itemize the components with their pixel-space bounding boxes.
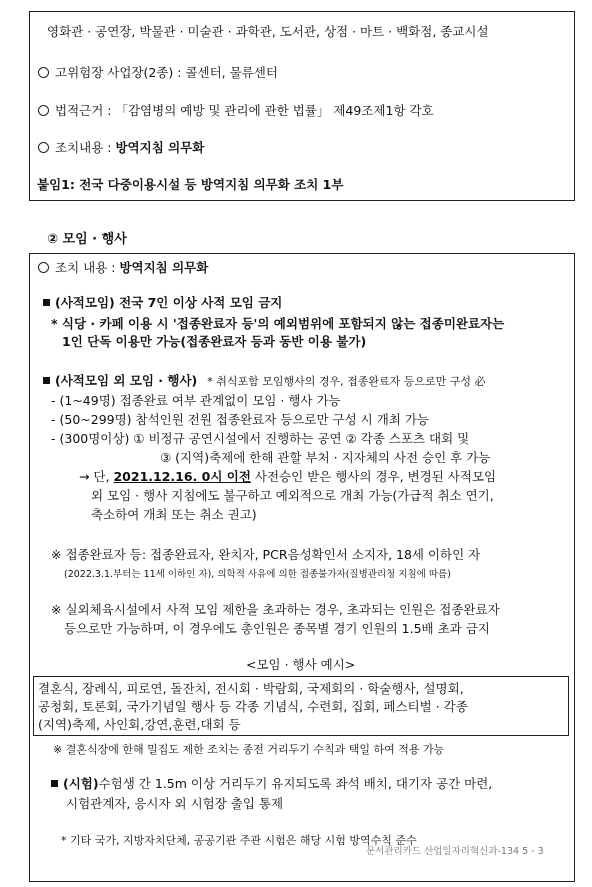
exception-line2: 외 모임 · 행사 지침에도 불구하고 예외적으로 개최 가능(가급적 취소 연기,	[91, 488, 494, 503]
square-bullet-icon	[51, 780, 58, 787]
circle-bullet-icon	[38, 142, 49, 153]
circle-bullet-icon	[38, 105, 49, 116]
action-item: 조치내용 : 방역지침 의무화	[38, 142, 204, 155]
section-heading: ② 모임 · 행사	[47, 232, 127, 247]
events-item-3-line2: ③ (지역)축제에 한해 관할 부처 · 지자체의 사전 승인 후 가능	[160, 450, 491, 465]
exam-line2: 시험관계자, 응시자 외 시험장 출입 통제	[66, 796, 284, 811]
events-item-3-line1: - (300명이상) ① 비정규 공연시설에서 진행하는 공연 ② 각종 스포츠 대회 및	[51, 431, 470, 446]
facility-list-line: 영화관 · 공연장, 박물관 · 미술관 · 과학관, 도서관, 상점 · 마트 · 백화점, 종교시설	[47, 24, 489, 39]
circle-bullet-icon	[38, 262, 49, 273]
exception-line1: → 단, 2021.12.16. 0시 이전 사전승인 받은 행사의 경우, 변경된 사적모임	[79, 469, 497, 484]
gathering-action-item: 조치 내용 : 방역지침 의무화	[38, 262, 208, 275]
square-bullet-icon	[43, 299, 50, 306]
exam-footer-note: * 기타 국가, 지방자치단체, 공공기관 주관 시험은 해당 시험 방역수칙 준수	[61, 834, 417, 847]
high-risk-item: 고위험장 사업장(2종) : 콜센터, 물류센터	[38, 67, 278, 80]
events-item-2: - (50~299명) 참석인원 전원 접종완료자 등으로만 구성 시 개최 가능	[51, 412, 429, 427]
private-gathering-title: (사적모임) 전국 7인 이상 사적 모임 금지	[43, 297, 282, 310]
examples-line3: (지역)축제, 사인회,강연,훈련,대회 등	[38, 717, 241, 732]
exam-line1: (시험)수험생 간 1.5m 이상 거리두기 유지되도록 좌석 배치, 대기자 공간 마련,	[51, 778, 492, 791]
document-code: 문서관리카드 산업일자리혁신과-134 5 - 3	[366, 846, 544, 857]
private-note-line1: * 식당 · 카페 이용 시 '접종완료자 등'의 예외범위에 포함되지 않는 접종미완료자는	[51, 316, 505, 331]
sports-note-line2: 등으로만 가능하며, 이 경우에도 총인원은 종목별 경기 인원의 1.5배 초과 금지	[64, 621, 490, 636]
examples-line1: 결혼식, 장례식, 피로연, 돌잔치, 전시회 · 박람회, 국제회의 · 학술행사, 설명회,	[38, 681, 464, 696]
private-note-line2: 1인 단독 이용만 가능(접종완료자 등과 동반 이용 불가)	[62, 334, 367, 349]
events-item-1: - (1~49명) 접종완료 여부 관계없이 모임 · 행사 가능	[51, 393, 341, 408]
vaccinated-note-line1: ※ 접종완료자 등: 접종완료자, 완치자, PCR음성확인서 소지자, 18세 이하인 자	[51, 547, 481, 562]
circle-bullet-icon	[38, 67, 49, 78]
exception-line3: 축소하여 개최 또는 취소 권고)	[91, 507, 257, 522]
attachment-note: 붙임1: 전국 다중이용시설 등 방역지침 의무화 조치 1부	[37, 177, 344, 192]
wedding-note: ※ 결혼식장에 한해 밀집도 제한 조치는 종전 거리두기 수칙과 택일 하여 적용 가능	[53, 743, 445, 756]
vaccinated-note-line2: (2022.3.1.부터는 11세 이하인 자), 의학적 사유에 의한 접종불가자(질병관리청 지침에 따름)	[64, 569, 451, 580]
examples-title: <모임 · 행사 예시>	[246, 657, 356, 672]
legal-basis-item: 법적근거 : 「감염병의 예방 및 관리에 관한 법률」 제49조제1항 각호	[38, 105, 434, 118]
square-bullet-icon	[43, 377, 50, 384]
events-title: (사적모임 외 모임 · 행사) * 취식포함 모임행사의 경우, 접종완료자 등으로만 구성 必	[43, 375, 486, 388]
examples-line2: 공청회, 토론회, 국가기념일 행사 등 각종 기념식, 수련회, 집회, 페스티벌 · 각종	[38, 699, 468, 714]
sports-note-line1: ※ 실외체육시설에서 사적 모임 제한을 초과하는 경우, 초과되는 인원은 접종완료자	[51, 602, 500, 617]
